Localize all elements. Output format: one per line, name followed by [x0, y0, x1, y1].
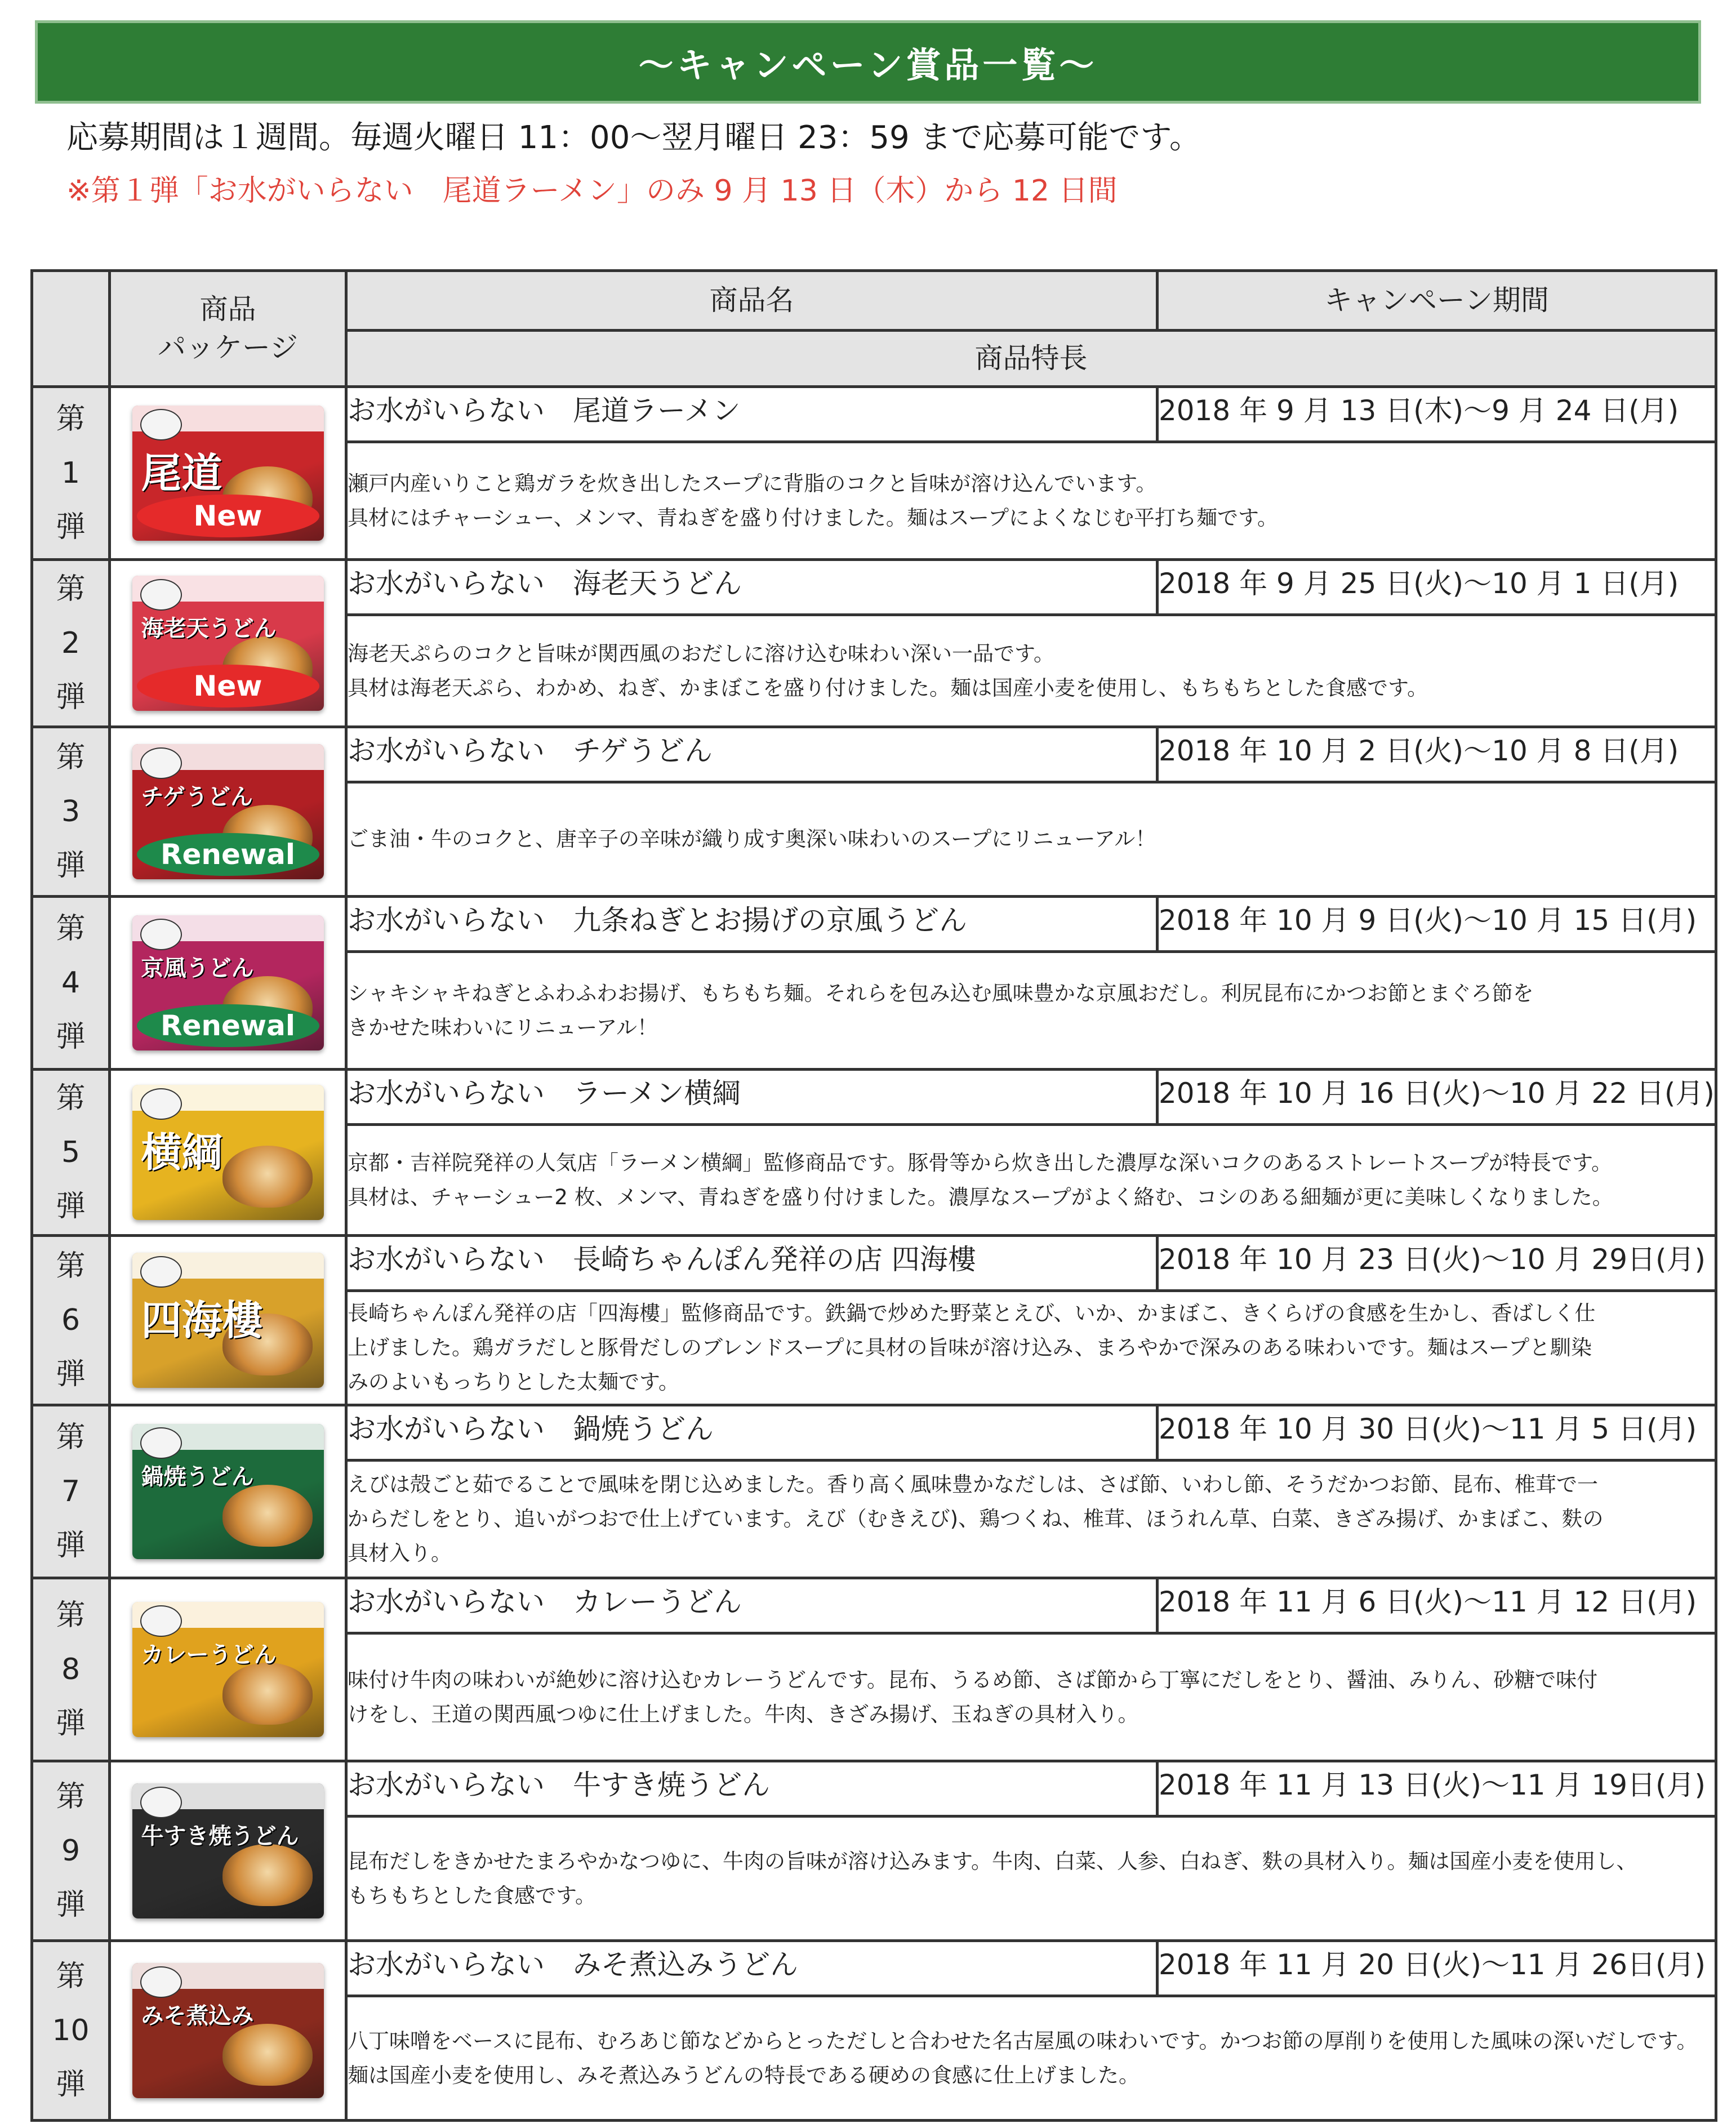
product-name: お水がいらない 海老天うどん — [346, 560, 1158, 615]
round-suffix: 弾 — [56, 1707, 86, 1741]
package-badge: New — [137, 665, 319, 707]
package-title: 鍋焼うどん — [141, 1463, 254, 1490]
bowl-icon — [222, 2024, 313, 2086]
package-cell — [110, 1070, 346, 1236]
package-title: 四海樓 — [141, 1296, 263, 1344]
header-blank — [32, 271, 110, 387]
product-description — [346, 442, 1716, 559]
round-prefix: 第 — [56, 1081, 86, 1115]
package-cell — [110, 727, 346, 897]
first-round-note: ※第１弾「お水がいらない 尾道ラーメン」のみ 9 月 13 日（木）から 12 日間 — [66, 174, 1118, 208]
product-description — [346, 1633, 1716, 1761]
description-text: 長崎ちゃんぽん発祥の店「四海樓」監修商品です。鉄鍋で炒めた野菜とえび、いか、かまぼこ、きくらげの食感を生かし、香ばしく仕 上げました。鶏ガラだしと豚骨だしのブレンドスープに具材の旨味が溶け込み、まろやかで深みのある味わいです。麺はスープと馴染 みのよいもっちりとした太麺です。 — [348, 1301, 1596, 1395]
campaign-period: 2018 年 9 月 25 日(火)～10 月 1 日(月) — [1158, 560, 1716, 615]
round-suffix: 弾 — [56, 1020, 86, 1054]
round-prefix: 第 — [56, 911, 86, 946]
round-prefix: 第 — [56, 740, 86, 774]
product-name: お水がいらない ラーメン横綱 — [346, 1070, 1158, 1125]
round-number — [32, 387, 110, 560]
product-package-image — [132, 576, 324, 711]
round-suffix: 弾 — [56, 2068, 86, 2102]
product-package-image — [132, 744, 324, 879]
product-description — [346, 1460, 1716, 1578]
campaign-period: 2018 年 9 月 13 日(木)～9 月 24 日(月) — [1158, 387, 1716, 442]
brand-logo-icon — [140, 409, 182, 440]
description-text: 京都・吉祥院発祥の人気店「ラーメン横綱」監修商品です。豚骨等から炊き出した濃厚な深いコクのあるストレートスープが特長です。 具材は、チャーシュー2 枚、メンマ、青ねぎを盛り付けました。濃厚なスープがよく絡む、コシのある細麺が更に美味しくなりました。 — [348, 1150, 1613, 1209]
round-suffix: 弾 — [56, 1888, 86, 1922]
round-number — [32, 897, 110, 1070]
product-description — [346, 1996, 1716, 2120]
round-digit: 3 — [61, 794, 81, 829]
brand-logo-icon — [140, 1966, 182, 1998]
package-badge: New — [137, 495, 319, 537]
round-digit: 6 — [61, 1303, 81, 1337]
product-name: お水がいらない カレーうどん — [346, 1578, 1158, 1633]
prize-table — [30, 269, 1717, 2122]
product-package-image — [132, 1424, 324, 1559]
round-suffix: 弾 — [56, 1357, 86, 1392]
description-text: シャキシャキねぎとふわふわお揚げ、もちもち麺。それらを包み込む風味豊かな京風おだし。利尻昆布にかつお節とまぐろ節を きかせた味わいにリニューアル！ — [348, 981, 1534, 1040]
round-digit: 7 — [61, 1474, 81, 1508]
product-name: お水がいらない チゲうどん — [346, 727, 1158, 782]
package-title: 牛すき焼うどん — [141, 1823, 299, 1849]
package-badge: Renewal — [137, 833, 319, 876]
campaign-period: 2018 年 10 月 23 日(火)～10 月 29日(月) — [1158, 1236, 1716, 1291]
round-number — [32, 1761, 110, 1941]
product-description — [346, 1124, 1716, 1235]
package-cell — [110, 560, 346, 727]
brand-logo-icon — [140, 1787, 182, 1818]
product-description — [346, 1290, 1716, 1405]
description-text: 瀬戸内産いりこと鶏ガラを炊き出したスープに背脂のコクと旨味が溶け込んでいます。 具材にはチャーシュー、メンマ、青ねぎを盛り付けました。麺はスープによくなじむ平打ち麺です。 — [348, 471, 1279, 530]
bowl-icon — [222, 1146, 313, 1208]
round-digit: 10 — [52, 2013, 90, 2047]
header-feature: 商品特長 — [346, 331, 1716, 387]
round-suffix: 弾 — [56, 1190, 86, 1224]
entry-period-note: 応募期間は１週間。毎週火曜日 11：00～翌月曜日 23：59 まで応募可能です。 — [66, 119, 1201, 156]
product-package-image — [132, 1085, 324, 1220]
round-suffix: 弾 — [56, 510, 86, 545]
round-digit: 1 — [61, 456, 81, 490]
round-prefix: 第 — [56, 1598, 86, 1632]
round-digit: 5 — [61, 1135, 81, 1169]
product-name: お水がいらない みそ煮込みうどん — [346, 1941, 1158, 1996]
package-title: 海老天うどん — [141, 615, 277, 642]
product-name: お水がいらない 長崎ちゃんぽん発祥の店 四海樓 — [346, 1236, 1158, 1291]
round-number — [32, 1941, 110, 2121]
round-number — [32, 1405, 110, 1578]
round-suffix: 弾 — [56, 680, 86, 715]
package-cell — [110, 1578, 346, 1761]
header-product-name: 商品名 — [346, 271, 1158, 331]
package-cell — [110, 1405, 346, 1578]
package-title: 横綱 — [141, 1128, 222, 1176]
product-package-image — [132, 1783, 324, 1918]
package-title: チゲうどん — [141, 783, 253, 810]
header-campaign-period: キャンペーン期間 — [1158, 271, 1716, 331]
round-digit: 2 — [61, 626, 81, 660]
product-description — [346, 782, 1716, 896]
product-description — [346, 615, 1716, 727]
package-cell — [110, 897, 346, 1070]
brand-logo-icon — [140, 1605, 182, 1637]
package-badge: Renewal — [137, 1004, 319, 1047]
round-number — [32, 1070, 110, 1236]
description-text: 海老天ぷらのコクと旨味が関西風のおだしに溶け込む味わい深い一品です。 具材は海老天ぷら、わかめ、ねぎ、かまぼこを盛り付けました。麺は国産小麦を使用し、もちもちとした食感です。 — [348, 641, 1428, 700]
title-banner — [35, 20, 1701, 104]
campaign-period: 2018 年 10 月 2 日(火)～10 月 8 日(月) — [1158, 727, 1716, 782]
package-title: 尾道 — [141, 449, 222, 497]
round-digit: 8 — [61, 1652, 81, 1686]
banner-title: ～キャンペーン賞品一覧～ — [638, 44, 1098, 86]
campaign-period: 2018 年 11 月 20 日(火)～11 月 26日(月) — [1158, 1941, 1716, 1996]
product-package-image — [132, 1963, 324, 2098]
package-title: 京風うどん — [141, 955, 254, 981]
round-prefix: 第 — [56, 1249, 86, 1283]
round-digit: 9 — [61, 1833, 81, 1868]
brand-logo-icon — [140, 1088, 182, 1120]
round-prefix: 第 — [56, 402, 86, 436]
round-number — [32, 727, 110, 897]
campaign-period: 2018 年 11 月 6 日(火)～11 月 12 日(月) — [1158, 1578, 1716, 1633]
round-number — [32, 1236, 110, 1405]
description-text: 味付け牛肉の味わいが絶妙に溶け込むカレーうどんです。昆布、うるめ節、さば節から丁寧にだしをとり、醤油、みりん、砂糖で味付 けをし、王道の関西風つゆに仕上げました。牛肉、きざみ揚げ、玉ねぎの具材入り。 — [348, 1667, 1598, 1726]
round-number — [32, 1578, 110, 1761]
description-text: ごま油・牛のコクと、唐辛子の辛味が織り成す奥深い味わいのスープにリニューアル！ — [348, 827, 1156, 852]
round-prefix: 第 — [56, 1779, 86, 1814]
product-name: お水がいらない 尾道ラーメン — [346, 387, 1158, 442]
product-package-image — [132, 406, 324, 541]
brand-logo-icon — [140, 579, 182, 611]
package-title: みそ煮込み — [141, 2002, 254, 2029]
package-cell — [110, 1236, 346, 1405]
round-prefix: 第 — [56, 1959, 86, 1993]
package-cell — [110, 387, 346, 560]
package-title: カレーうどん — [141, 1641, 277, 1668]
product-package-image — [132, 1253, 324, 1388]
round-suffix: 弾 — [56, 1529, 86, 1563]
package-cell — [110, 1761, 346, 1941]
bowl-icon — [222, 1663, 313, 1725]
round-digit: 4 — [61, 965, 81, 1000]
product-package-image — [132, 915, 324, 1050]
round-prefix: 第 — [56, 1420, 86, 1454]
campaign-period: 2018 年 11 月 13 日(火)～11 月 19日(月) — [1158, 1761, 1716, 1817]
product-description — [346, 951, 1716, 1069]
product-package-image — [132, 1602, 324, 1737]
product-name: お水がいらない 九条ねぎとお揚げの京風うどん — [346, 897, 1158, 952]
brand-logo-icon — [140, 919, 182, 950]
description-text: 昆布だしをきかせたまろやかなつゆに、牛肉の旨味が溶け込みます。牛肉、白菜、人参、白ねぎ、麩の具材入り。麺は国産小麦を使用し、 もちもちとした食感です。 — [348, 1849, 1637, 1908]
product-name: お水がいらない 牛すき焼うどん — [346, 1761, 1158, 1817]
description-text: 八丁味噌をベースに昆布、むろあじ節などからとっただしと合わせた名古屋風の味わいです。かつお節の厚削りを使用した風味の深いだしです。 麺は国産小麦を使用し、みそ煮込みうどんの特長である硬めの食感に仕上げました。 — [348, 2028, 1698, 2087]
campaign-period: 2018 年 10 月 30 日(火)～11 月 5 日(月) — [1158, 1405, 1716, 1461]
product-name: お水がいらない 鍋焼うどん — [346, 1405, 1158, 1461]
header-package: 商品 パッケージ — [110, 271, 346, 387]
round-suffix: 弾 — [56, 849, 86, 883]
brand-logo-icon — [140, 747, 182, 779]
package-cell — [110, 1941, 346, 2121]
brand-logo-icon — [140, 1427, 182, 1459]
description-text: えびは殻ごと茹でることで風味を閉じ込めました。香り高く風味豊かなだしは、さば節、いわし節、そうだかつお節、昆布、椎茸で一 からだしをとり、追いがつおで仕上げています。えび（むきえび)、鶏つくね、椎茸、ほうれん草、白菜、きざみ揚げ、かまぼこ、麩の 具材入り。 — [348, 1472, 1604, 1566]
bowl-icon — [222, 1844, 313, 1906]
brand-logo-icon — [140, 1256, 182, 1288]
campaign-period: 2018 年 10 月 16 日(火)～10 月 22 日(月) — [1158, 1070, 1716, 1125]
product-description — [346, 1816, 1716, 1940]
round-number — [32, 560, 110, 727]
campaign-period: 2018 年 10 月 9 日(火)～10 月 15 日(月) — [1158, 897, 1716, 952]
bowl-icon — [222, 1485, 313, 1547]
round-prefix: 第 — [56, 572, 86, 606]
